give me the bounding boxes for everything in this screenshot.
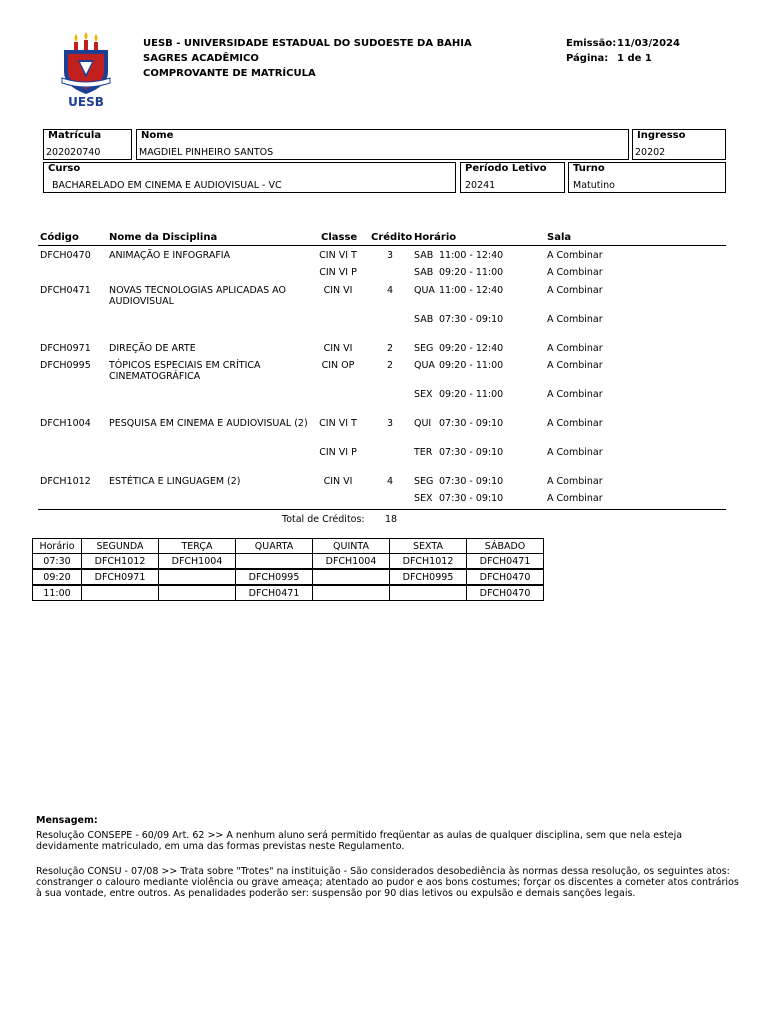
- course-room: A Combinar: [547, 314, 603, 325]
- course-time: 07:30 - 09:10: [439, 418, 504, 429]
- course-class: CIN VI P: [319, 447, 357, 458]
- course-day: SEG: [414, 343, 434, 354]
- course-day: SEX: [414, 493, 433, 504]
- nome-value: MAGDIEL PINHEIRO SANTOS: [139, 147, 274, 158]
- course-day: QUI: [414, 418, 432, 429]
- institution-title: UESB - UNIVERSIDADE ESTADUAL DO SUDOESTE DA BAHIA: [143, 38, 472, 49]
- uesb-crest-icon: [56, 30, 116, 112]
- course-credit: 4: [386, 476, 394, 487]
- course-day: SAB: [414, 267, 434, 278]
- schedule-row: [33, 585, 544, 601]
- course-room: A Combinar: [547, 476, 603, 487]
- course-name: PESQUISA EM CINEMA E AUDIOVISUAL (2): [109, 418, 308, 429]
- course-credit: 2: [386, 343, 394, 354]
- pagina-value: 1 de 1: [617, 53, 652, 64]
- course-time: 09:20 - 11:00: [439, 389, 504, 400]
- schedule-course-cell: DFCH1012: [82, 554, 159, 570]
- periodo-label: Período Letivo: [465, 163, 547, 174]
- schedule-header-cell: QUINTA: [313, 539, 390, 554]
- system-name: SAGRES ACADÊMICO: [143, 53, 259, 64]
- schedule-course-cell: DFCH0471: [236, 585, 313, 601]
- turno-value: Matutino: [573, 180, 615, 191]
- course-room: A Combinar: [547, 389, 603, 400]
- ingresso-box: [632, 129, 726, 160]
- message-consepe: Resolução CONSEPE - 60/09 Art. 62 >> A nenhum aluno será permitido freqüentar as aulas de qualquer disciplina, sem que nela esteja devidamente matriculado, em uma das formas previstas neste Regulamento.: [36, 830, 683, 852]
- curso-label: Curso: [48, 163, 81, 174]
- course-code: DFCH0971: [40, 343, 91, 354]
- col-nome: Nome da Disciplina: [109, 232, 218, 243]
- schedule-course-cell: DFCH1012: [390, 554, 467, 570]
- schedule-course-cell: DFCH0971: [82, 569, 159, 585]
- course-class: CIN VI: [323, 476, 353, 487]
- col-classe: Classe: [321, 232, 358, 243]
- course-name: ESTÉTICA E LINGUAGEM (2): [109, 476, 241, 487]
- schedule-course-cell: [313, 569, 390, 585]
- course-day: SAB: [414, 250, 434, 261]
- matricula-value: 202020740: [46, 147, 101, 158]
- course-code: DFCH0470: [40, 250, 91, 261]
- course-time: 07:30 - 09:10: [439, 314, 504, 325]
- schedule-course-cell: DFCH0470: [467, 569, 544, 585]
- schedule-header-row: [33, 539, 544, 554]
- course-day: TER: [414, 447, 433, 458]
- course-day: QUA: [414, 285, 435, 296]
- course-time: 09:20 - 12:40: [439, 343, 504, 354]
- periodo-value: 20241: [465, 180, 496, 191]
- uesb-logo: [56, 30, 116, 112]
- course-code: DFCH1012: [40, 476, 91, 487]
- course-code: DFCH1004: [40, 418, 91, 429]
- curso-box: [43, 162, 456, 193]
- course-room: A Combinar: [547, 493, 603, 504]
- schedule-course-cell: DFCH0471: [467, 554, 544, 570]
- schedule-course-cell: DFCH1004: [159, 554, 236, 570]
- schedule-course-cell: DFCH1004: [313, 554, 390, 570]
- course-class: CIN VI P: [319, 267, 357, 278]
- course-room: A Combinar: [547, 418, 603, 429]
- course-name: DIREÇÃO DE ARTE: [109, 343, 196, 354]
- course-credit: 2: [386, 360, 394, 371]
- course-code: DFCH0471: [40, 285, 91, 296]
- schedule-time-cell: 07:30: [33, 554, 82, 570]
- course-name: NOVAS TECNOLOGIAS APLICADAS AO AUDIOVISUAL: [109, 285, 286, 307]
- course-time: 07:30 - 09:10: [439, 476, 504, 487]
- col-credito: Crédito: [371, 232, 413, 243]
- course-name: ANIMAÇÃO E INFOGRAFIA: [109, 250, 231, 261]
- ingresso-label: Ingresso: [637, 130, 686, 141]
- course-room: A Combinar: [547, 360, 603, 371]
- periodo-box: [460, 162, 565, 193]
- nome-box: [136, 129, 629, 160]
- course-day: QUA: [414, 360, 435, 371]
- emissao-label: Emissão:: [566, 38, 617, 49]
- schedule-course-cell: [159, 569, 236, 585]
- schedule-course-cell: [236, 554, 313, 570]
- col-horario: Horário: [414, 232, 457, 243]
- schedule-header-cell: SEGUNDA: [82, 539, 159, 554]
- total-creditos-label: Total de Créditos:: [282, 514, 365, 525]
- course-class: CIN VI T: [319, 250, 357, 261]
- course-class: CIN VI: [323, 343, 353, 354]
- schedule-header-cell: SEXTA: [390, 539, 467, 554]
- matricula-label: Matrícula: [48, 130, 102, 141]
- course-time: 11:00 - 12:40: [439, 285, 504, 296]
- message-consu: Resolução CONSU - 07/08 >> Trata sobre "Trotes" na instituição - São considerados desobediência às normas dessa resolução, os seguintes atos: constranger o calouro mediante violência ou grave ameaça; atentado ao pudor e aos bons costumes; forçar os discentes a cometer atos contrários à sua vontade, entre outros. As penalidades poderão ser: suspensão por 90 dias letivos ou expulsão e demais sanções legais.: [36, 866, 739, 899]
- nome-label: Nome: [141, 130, 174, 141]
- matricula-box: [43, 129, 132, 160]
- course-room: A Combinar: [547, 267, 603, 278]
- col-codigo: Código: [40, 232, 79, 243]
- pagina-label: Página:: [566, 53, 609, 64]
- turno-box: [568, 162, 726, 193]
- schedule-course-cell: [159, 585, 236, 601]
- col-sala: Sala: [547, 232, 572, 243]
- schedule-grid: [32, 538, 544, 601]
- schedule-header-cell: TERÇA: [159, 539, 236, 554]
- schedule-course-cell: DFCH0995: [390, 569, 467, 585]
- message-title: Mensagem:: [36, 815, 98, 826]
- course-day: SAB: [414, 314, 434, 325]
- course-time: 11:00 - 12:40: [439, 250, 504, 261]
- curso-value: BACHARELADO EM CINEMA E AUDIOVISUAL - VC: [52, 180, 282, 191]
- schedule-course-cell: [313, 585, 390, 601]
- course-room: A Combinar: [547, 250, 603, 261]
- course-time: 09:20 - 11:00: [439, 267, 504, 278]
- course-room: A Combinar: [547, 285, 603, 296]
- course-credit: 4: [386, 285, 394, 296]
- course-time: 07:30 - 09:10: [439, 447, 504, 458]
- course-day: SEG: [414, 476, 434, 487]
- schedule-time-cell: 09:20: [33, 569, 82, 585]
- emissao-value: 11/03/2024: [617, 38, 680, 49]
- ingresso-value: 20202: [635, 147, 666, 158]
- schedule-course-cell: [82, 585, 159, 601]
- course-time: 07:30 - 09:10: [439, 493, 504, 504]
- schedule-course-cell: [390, 585, 467, 601]
- header-divider: [38, 245, 726, 246]
- schedule-row: [33, 569, 544, 585]
- course-credit: 3: [386, 418, 394, 429]
- course-room: A Combinar: [547, 343, 603, 354]
- footer-divider: [38, 509, 726, 510]
- schedule-header-cell: QUARTA: [236, 539, 313, 554]
- course-day: SEX: [414, 389, 433, 400]
- schedule-time-cell: 11:00: [33, 585, 82, 601]
- course-class: CIN OP: [321, 360, 355, 371]
- course-credit: 3: [386, 250, 394, 261]
- svg-text:UESB: UESB: [68, 95, 104, 109]
- course-name: TÓPICOS ESPECIAIS EM CRÍTICA CINEMATOGRÁFICA: [109, 360, 261, 382]
- course-code: DFCH0995: [40, 360, 91, 371]
- schedule-header-cell: SÁBADO: [467, 539, 544, 554]
- course-class: CIN VI: [323, 285, 353, 296]
- course-class: CIN VI T: [319, 418, 357, 429]
- course-time: 09:20 - 11:00: [439, 360, 504, 371]
- schedule-course-cell: DFCH0470: [467, 585, 544, 601]
- turno-label: Turno: [573, 163, 605, 174]
- total-creditos-value: 18: [385, 514, 398, 525]
- document-title: COMPROVANTE DE MATRÍCULA: [143, 68, 316, 79]
- schedule-row: [33, 554, 544, 570]
- schedule-course-cell: DFCH0995: [236, 569, 313, 585]
- schedule-header-cell: Horário: [33, 539, 82, 554]
- course-room: A Combinar: [547, 447, 603, 458]
